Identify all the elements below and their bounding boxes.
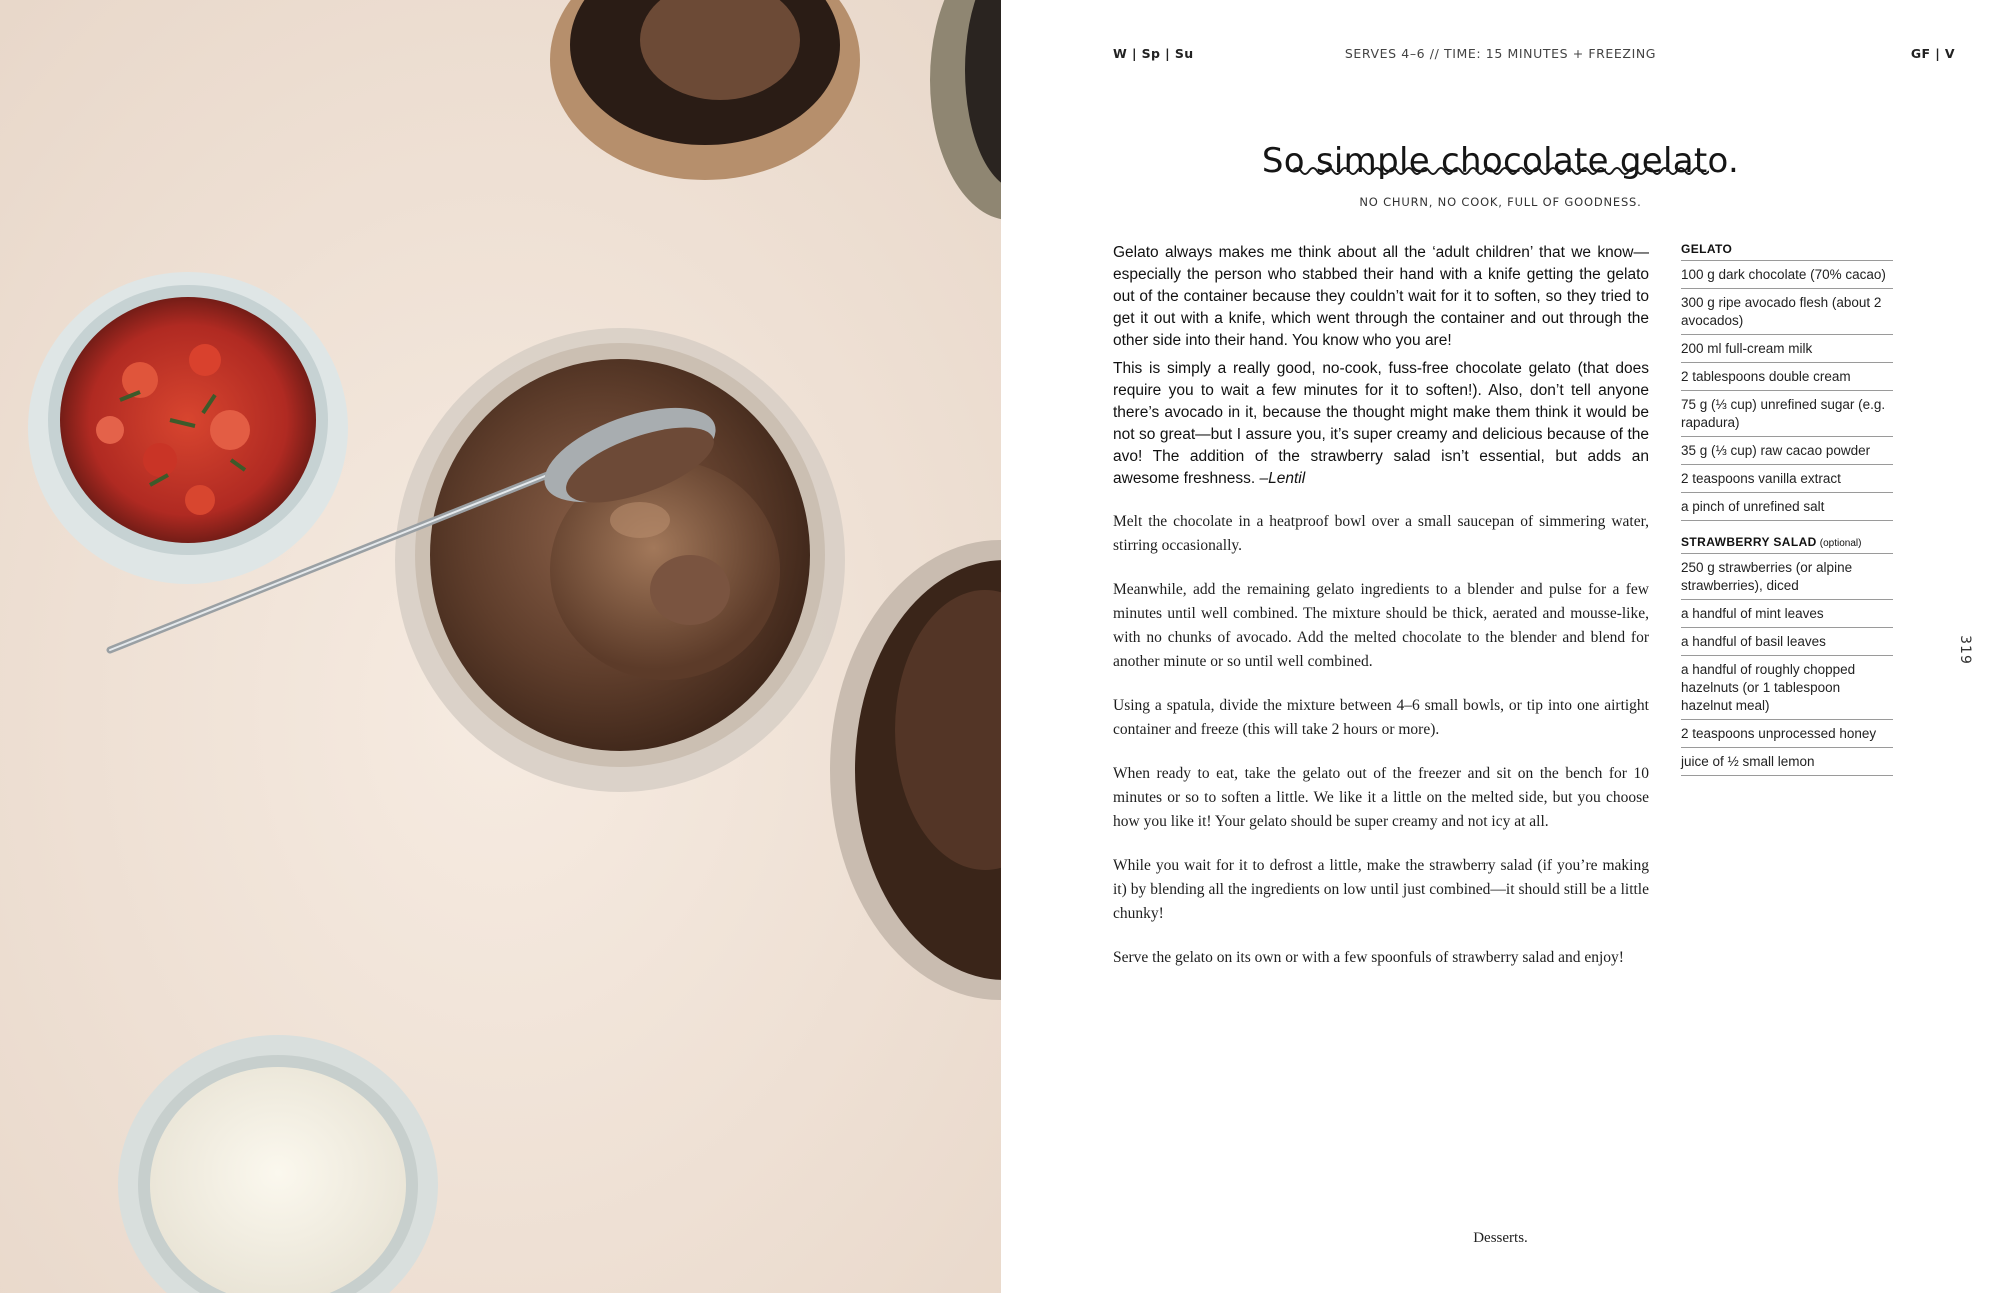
ingredient-item: 2 teaspoons unprocessed honey [1681,720,1893,748]
ingredient-item: 250 g strawberries (or alpine strawberries), diced [1681,554,1893,600]
gelato-ingredients-heading: GELATO [1681,242,1893,261]
recipe-title: So simple chocolate gelato. [1261,140,1740,181]
ingredient-item: 35 g (⅓ cup) raw cacao powder [1681,437,1893,465]
method-step-1: Melt the chocolate in a heatproof bowl over a small saucepan of simmering water, stirring occasionally. [1113,513,1649,554]
ingredient-item: 200 ml full-cream milk [1681,335,1893,363]
method-step-4: When ready to eat, take the gelato out of the freezer and sit on the bench for 10 minutes or so to soften a little. We like it a little on the melted side, but you choose how you like it! Your gelato should be super creamy and not icy at all. [1113,765,1649,830]
method-step-3: Using a spatula, divide the mixture between 4–6 small bowls, or tip into one airtight container and freeze (this will take 2 hours or more). [1113,697,1649,738]
strawberry-bowl [28,272,348,584]
ingredient-item: 2 tablespoons double cream [1681,363,1893,391]
seasons-label: W | Sp | Su [1113,46,1194,61]
ingredient-item: 2 teaspoons vanilla extract [1681,465,1893,493]
recipe-subtitle: NO CHURN, NO COOK, FULL OF GOODNESS. [1359,195,1642,209]
method-column [1113,242,1649,970]
intro-paragraph-1: Gelato always makes me think about all the ‘adult children’ that we know—especially the person who stabbed their hand with a knife getting the gelato out of the container because they couldn’t wait for it to soften, so they tried to get it out with a knife, which went through the container and out through the other side into their hand. You know who you are! [1113,244,1649,349]
ingredient-item: 75 g (⅓ cup) unrefined sugar (e.g. rapadura) [1681,391,1893,437]
method-step-6: Serve the gelato on its own or with a few spoonfuls of strawberry salad and enjoy! [1113,949,1624,966]
optional-note: (optional) [1819,538,1862,549]
ingredient-item: 100 g dark chocolate (70% cacao) [1681,261,1893,289]
main-gelato-jar [395,328,845,792]
method-step-2: Meanwhile, add the remaining gelato ingredients to a blender and pulse for a few minutes until well combined. The mixture should be thick, aerated and mousse-like, with no chunks of avocado. Add the melted chocolate to the blender and blend for another minute or so until well combined. [1113,581,1649,670]
diet-label: GF | V [1910,46,1955,61]
intro-paragraph-2: This is simply a really good, no-cook, fuss-free chocolate gelato (that does require you to wait a few minutes for it to soften!). Also, don’t tell anyone there’s avocado in it, because the thought might make them think it would be not so great—but I assure you, it’s super creamy and delicious because of the avo! The addition of the strawberry salad isn’t essential, but adds an awesome freshness. –Lentil [1113,360,1649,487]
ingredient-item: a handful of mint leaves [1681,600,1893,628]
ingredient-item: juice of ½ small lemon [1681,748,1893,776]
salad-ingredients-heading: STRAWBERRY SALAD (optional) [1681,535,1893,554]
recipe-page [1001,0,2000,1293]
page-number: 319 [1957,635,1973,665]
section-footer: Desserts. [1473,1230,1528,1246]
signature: –Lentil [1259,470,1306,487]
ingredient-item: a handful of basil leaves [1681,628,1893,656]
title-wave-divider [1293,163,1709,179]
serving-time-label: SERVES 4–6 // TIME: 15 MINUTES + FREEZING [1344,46,1657,61]
ingredient-item: 300 g ripe avocado flesh (about 2 avocados) [1681,289,1893,335]
ingredient-item: a pinch of unrefined salt [1681,493,1893,521]
ingredient-item: a handful of roughly chopped hazelnuts (or 1 tablespoon hazelnut meal) [1681,656,1893,720]
method-step-5: While you wait for it to defrost a little, make the strawberry salad (if you’re making it) by blending all the ingredients on low until just combined—it should still be a little chunky! [1113,857,1649,922]
ingredients-column [1681,242,1893,776]
